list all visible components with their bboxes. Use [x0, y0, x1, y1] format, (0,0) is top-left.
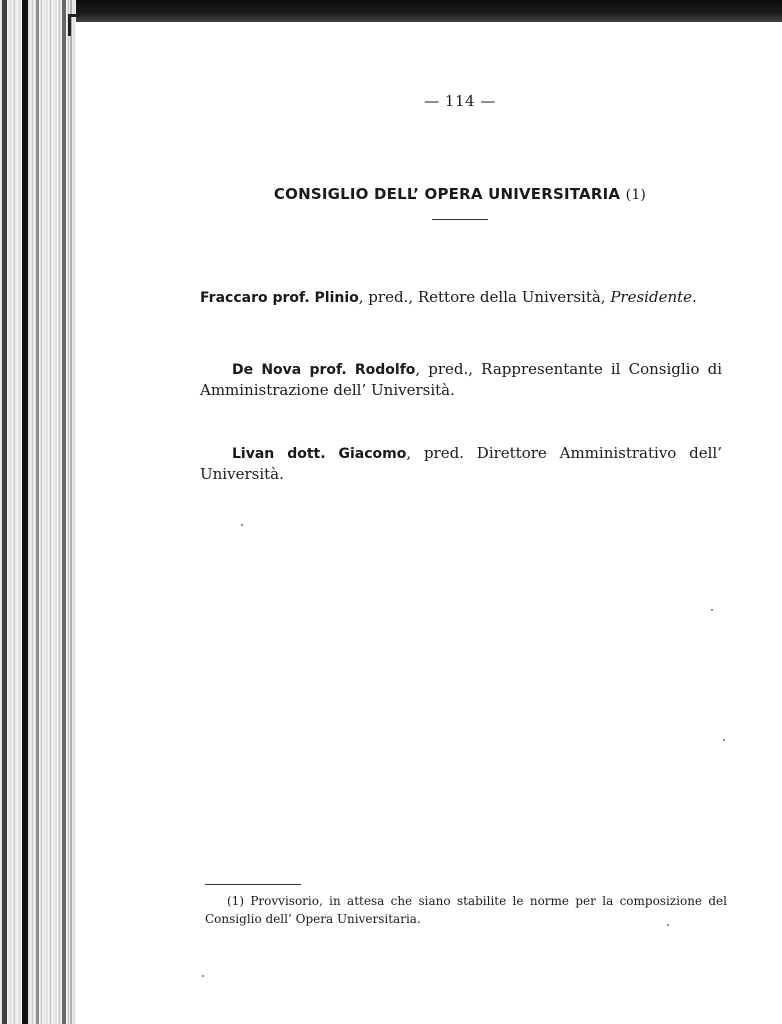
scan-top-edge: [0, 0, 782, 22]
scan-speck: [723, 739, 725, 741]
entry-name: De Nova prof. Rodolfo: [232, 362, 416, 378]
entry-representative: [200, 359, 722, 400]
scan-speck: [667, 924, 669, 926]
scan-binding-edge: [0, 0, 76, 1024]
entry-role: Presidente.: [610, 288, 697, 306]
scan-speck: [711, 609, 713, 611]
entry-text: , pred. Direttore Amministrativo dell’ Università.: [200, 444, 722, 483]
page-title: [0, 185, 782, 203]
binding-shadow: [70, 0, 72, 1024]
binding-shadow: [36, 0, 39, 1024]
binding-shadow: [2, 0, 7, 1024]
page-title-text: CONSIGLIO DELL’ OPERA UNIVERSITARIA: [273, 185, 621, 203]
title-rule: [432, 219, 488, 220]
footnote-rule: [205, 884, 301, 885]
binding-shadow: [22, 0, 28, 1024]
binding-shadow: [62, 0, 66, 1024]
entry-name: Livan dott. Giacomo: [232, 446, 407, 462]
entry-name: Fraccaro prof. Plinio: [200, 290, 359, 306]
footnote-marker: (1): [625, 187, 647, 203]
footnote: (1) Provvisorio, in attesa che siano stabilite le norme per la composizione del Consiglio dell’ Opera Universitaria.: [205, 894, 727, 926]
page-number: — 114 —: [424, 92, 496, 110]
entry-text: , pred., Rappresentante il Consiglio di Amministrazione dell’ Università.: [200, 360, 722, 399]
scan-speck: [241, 524, 243, 526]
scan-speck: [202, 975, 204, 977]
page-corner: [68, 14, 80, 36]
entry-text: , pred., Rettore della Università,: [358, 288, 611, 306]
entry-director: [200, 443, 722, 484]
entry-president: [200, 287, 722, 308]
